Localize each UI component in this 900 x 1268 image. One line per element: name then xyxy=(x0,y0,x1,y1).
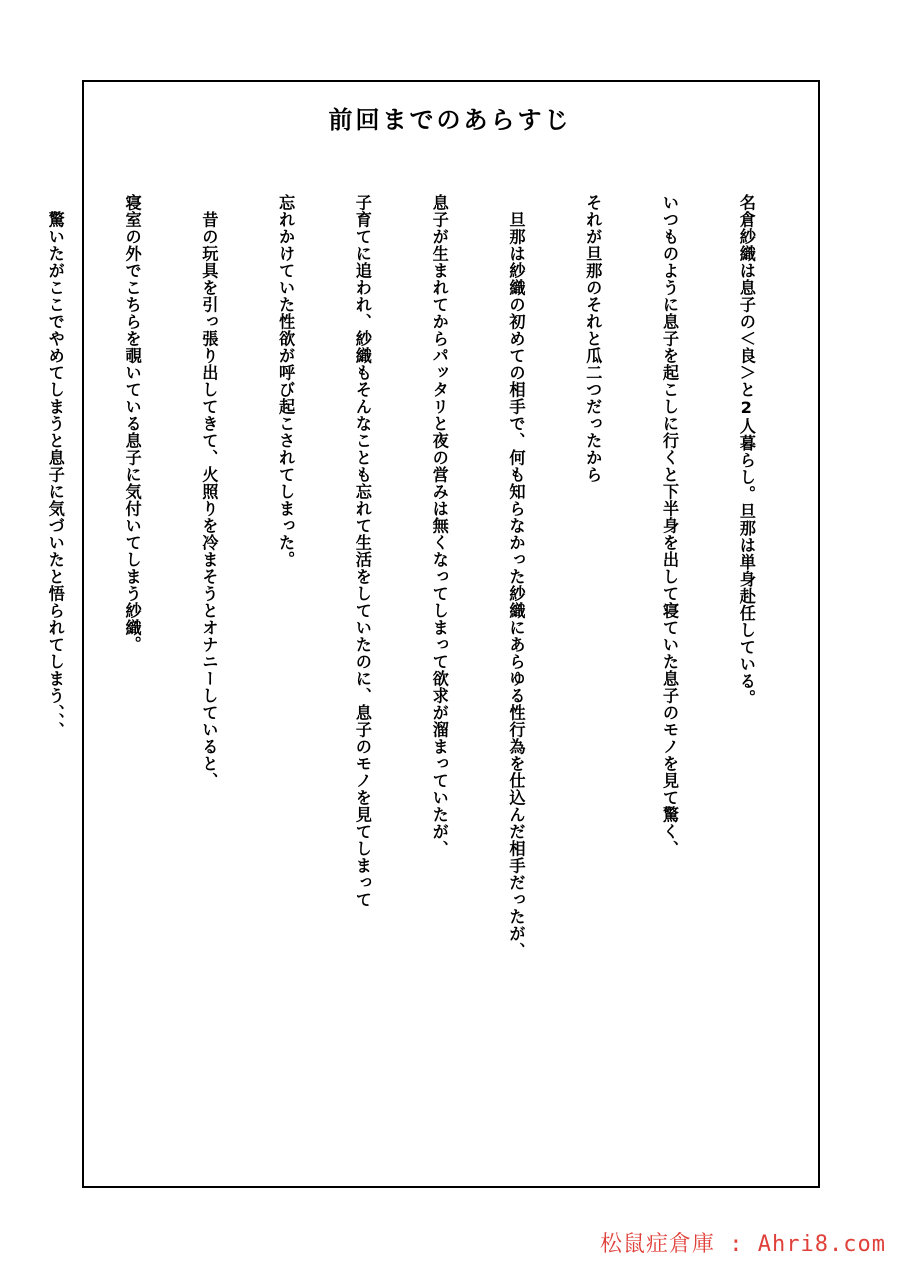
text-line: 忘れかけていた性欲が呼び起こされてしまった。 xyxy=(276,194,296,568)
text-line: いつものように息子を起こしに行くと下半身を出して寝ていた息子のモノを見て驚く、 xyxy=(660,194,680,857)
page-title: 前回までのあらすじ xyxy=(328,105,572,134)
text-line: 昔の玩具を引っ張り出してきて、火照りを冷まそうとオナニーしていると、 xyxy=(199,194,219,789)
text-line: 驚いたがここでやめてしまうと息子に気づいたと悟られてしまう、、、 xyxy=(45,194,65,739)
text-line: 子育てに追われ、紗織もそんなことも忘れて生活をしていたのに、息子のモノを見てしまって xyxy=(352,194,372,908)
text-line: 息子が生まれてからパッタリと夜の営みは無くなってしまって欲求が溜まっていたが、 xyxy=(429,194,449,857)
text-line: 名倉紗織は息子の＜良＞と2人暮らし。旦那は単身赴任している。 xyxy=(736,194,756,707)
synopsis-text xyxy=(45,194,810,1094)
watermark: 松鼠症倉庫 : Ahri8.com xyxy=(600,1232,886,1257)
text-line: 旦那は紗織の初めての相手で、何も知らなかった紗織にあらゆる性行為を仕込んだ相手だったが、 xyxy=(506,194,526,959)
text-line: 寝室の外でこちらを覗いている息子に気付いてしまう紗織。 xyxy=(122,194,142,653)
text-line: それが旦那のそれと瓜二つだったから xyxy=(583,194,603,483)
